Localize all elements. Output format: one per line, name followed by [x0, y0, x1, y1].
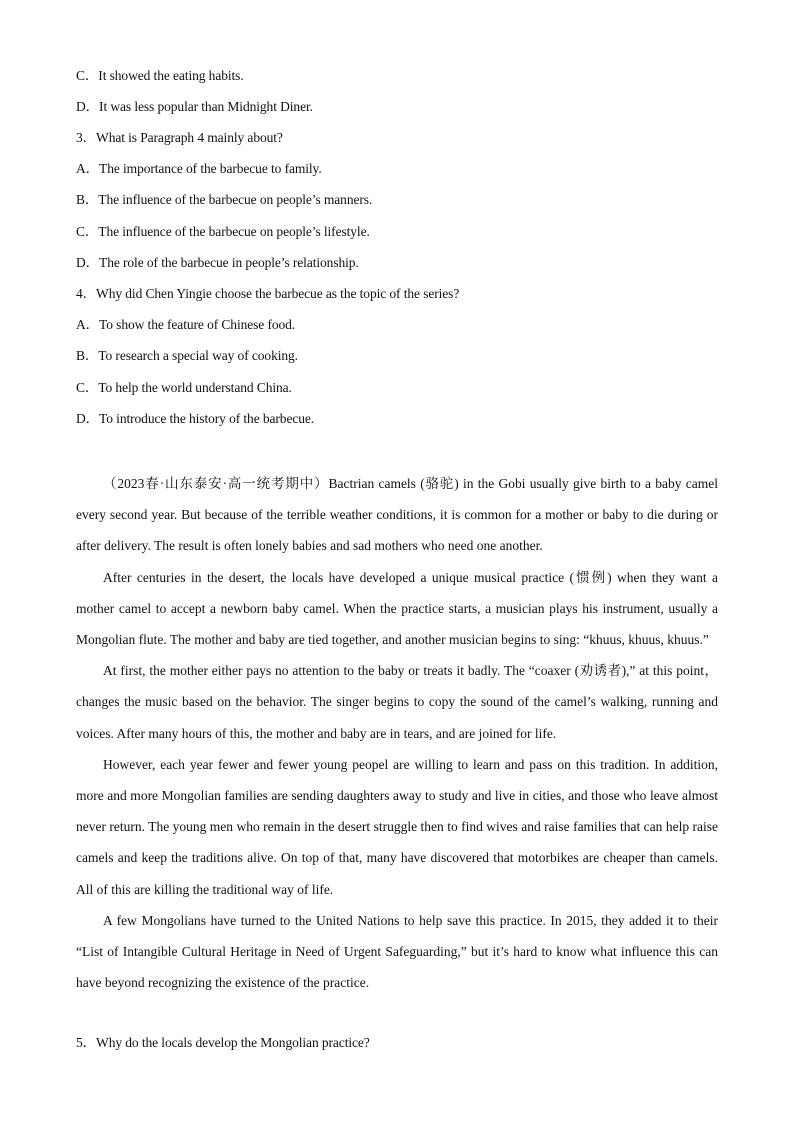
- passage-paragraph-4: However, each year fewer and fewer young peopel are willing to learn and pass on this tradition. In addition, more and more Mongolian families are sending daughters away to study and live in cities, and those who leave almost never return. The young men who remain in the desert struggle then to find wives and raise families that can help raise camels and keep the traditions alive. On top of that, many have discovered that motorbikes are cheaper than camels. All of this are killing the traditional way of life.: [76, 756, 718, 897]
- option-b-q4: B．To research a special way of cooking.: [76, 348, 298, 363]
- option-c-q3: C．The influence of the barbecue on people’s lifestyle.: [76, 224, 370, 239]
- passage-paragraph-5: A few Mongolians have turned to the United Nations to help save this practice. In 2015, they added it to their “List of Intangible Cultural Heritage in Need of Urgent Safeguarding,” but it’s hard to know what influence this can have beyond recognizing the existence of the practice.: [76, 912, 718, 991]
- passage-paragraph-1: （2023春·山东泰安·高一统考期中）Bactrian camels (骆驼) in the Gobi usually give birth to a baby camel every second year. But because of the terrible weather conditions, it is common for a mother or baby to die during or after delivery. The result is often lonely babies and sad mothers who need one another.: [76, 476, 718, 554]
- question-3: 3．What is Paragraph 4 mainly about?: [76, 130, 283, 145]
- option-d-q4: D．To introduce the history of the barbecue.: [76, 411, 315, 426]
- question-4: 4．Why did Chen Yingie choose the barbecue as the topic of the series?: [76, 286, 460, 301]
- option-d-q3: D．The role of the barbecue in people’s relationship.: [76, 255, 359, 270]
- option-b-q3: B．The influence of the barbecue on people’s manners.: [76, 192, 373, 207]
- reading-passage: [76, 468, 718, 998]
- option-a-q3: A．The importance of the barbecue to family.: [76, 161, 322, 176]
- option-a-q4: A．To show the feature of Chinese food.: [76, 317, 296, 332]
- passage-paragraph-3: At first, the mother either pays no attention to the baby or treats it badly. The “coaxer (劝诱者),” at this point，changes the music based on the behavior. The singer begins to copy the sound of the camel’s walking, running and voices. After many hours of this, the mother and baby are in tears, and are joined for life.: [76, 663, 718, 741]
- passage-paragraph-2: After centuries in the desert, the locals have developed a unique musical practice (惯例) when they want a mother camel to accept a newborn baby camel. When the practice starts, a musician plays his instrument, usually a Mongolian flute. The mother and baby are tied together, and another musician begins to sing: “khuus, khuus, khuus.”: [76, 569, 718, 648]
- option-d-q2: D．It was less popular than Midnight Diner.: [76, 99, 313, 114]
- question-5: 5．Why do the locals develop the Mongolian practice?: [76, 1035, 370, 1050]
- option-c-q4: C．To help the world understand China.: [76, 380, 292, 395]
- option-c-q2: C．It showed the eating habits.: [76, 68, 244, 83]
